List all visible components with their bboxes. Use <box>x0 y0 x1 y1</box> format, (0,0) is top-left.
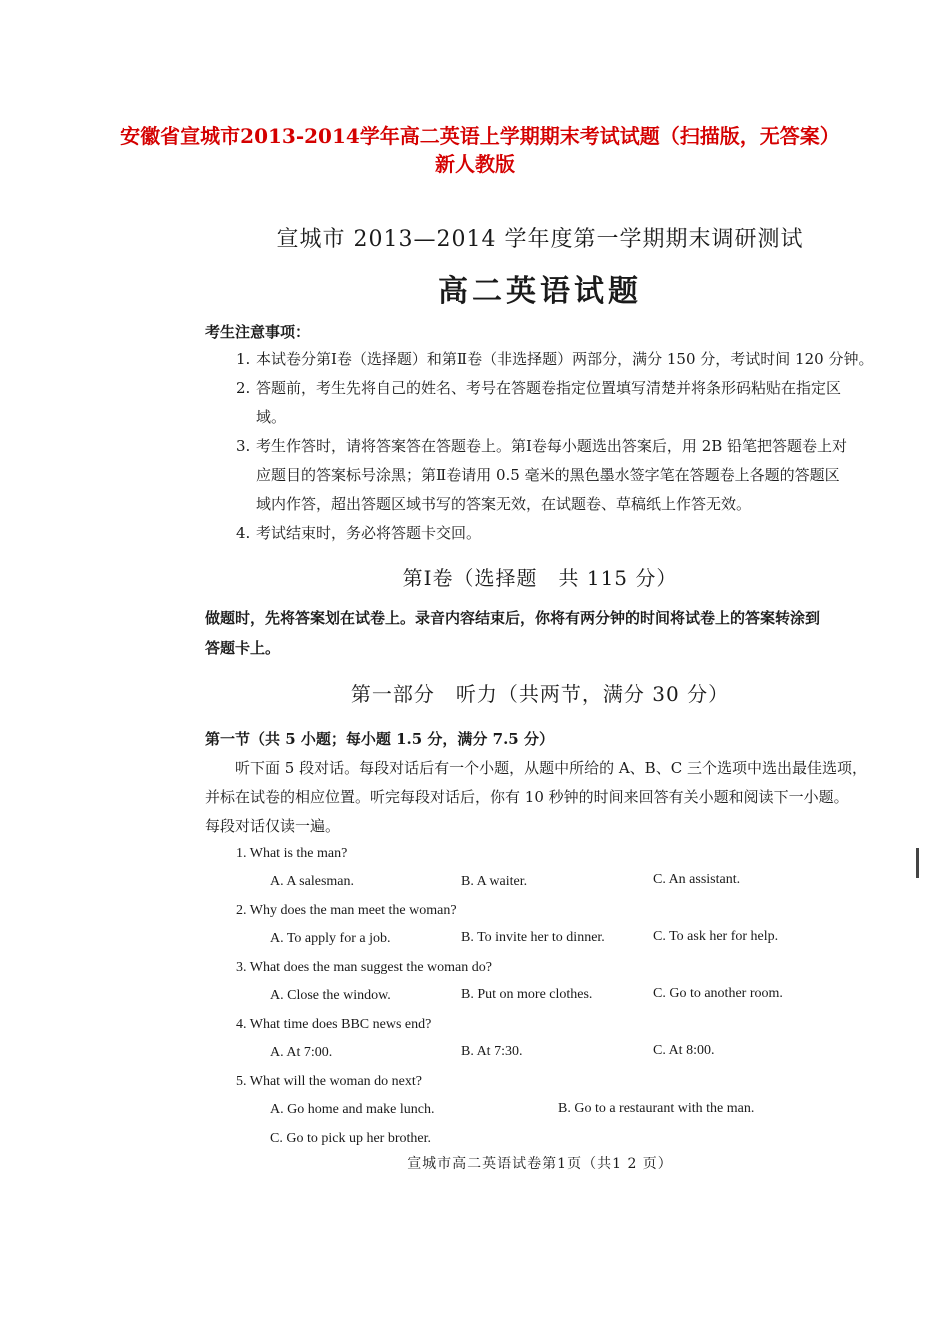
exam-title: 高二英语试题 <box>438 274 642 309</box>
part1-instruction <box>205 603 877 663</box>
option-c: C. At 8:00. <box>653 1043 715 1058</box>
scan-edge-mark <box>916 848 919 878</box>
intro-line: 并标在试卷的相应位置。听完每段对话后，你有 10 秒钟的时间来回答有关小题和阅读下一小题。 <box>205 788 849 806</box>
note-text: 域。 <box>256 408 287 426</box>
question-3: 3. What does the man suggest the woman do? <box>236 960 492 975</box>
question-1: 1. What is the man? <box>236 846 348 861</box>
option-b: B. A waiter. <box>461 874 528 889</box>
note-number: 1. <box>236 350 251 368</box>
note-item <box>236 345 876 374</box>
document-title: 安徽省宣城市2013-2014学年高二英语上学期期末考试试题（扫描版，无答案）新人教版 <box>120 124 830 176</box>
page-footer: 宣城市高二英语试卷第1页（共1 2 页） <box>407 1156 673 1172</box>
option-c: C. An assistant. <box>653 872 741 887</box>
option-a: A. Go home and make lunch. <box>270 1102 435 1117</box>
option-b: B. To invite her to dinner. <box>461 930 605 945</box>
exam-header: 宣城市 2013—2014 学年度第一学期期末调研测试 <box>276 227 804 252</box>
option-c: C. To ask her for help. <box>653 929 779 944</box>
note-number: 3. <box>236 437 251 455</box>
option-a: A. A salesman. <box>270 874 354 889</box>
instruction-line: 做题时，先将答案划在试卷上。录音内容结束后，你将有两分钟的时间将试卷上的答案转涂到 <box>205 609 821 627</box>
listening-intro <box>205 754 877 841</box>
note-number: 2. <box>236 379 251 397</box>
note-item <box>236 374 876 432</box>
note-item <box>236 519 876 548</box>
note-number: 4. <box>236 524 251 542</box>
note-text: 本试卷分第Ⅰ卷（选择题）和第Ⅱ卷（非选择题）两部分，满分 150 分，考试时间 120 分钟。 <box>256 350 874 368</box>
option-b: B. Put on more clothes. <box>461 987 593 1002</box>
note-text: 考生作答时，请将答案答在答题卷上。第Ⅰ卷每小题选出答案后，用 2B 铅笔把答题卷上对 <box>256 437 848 455</box>
question-2: 2. Why does the man meet the woman? <box>236 903 457 918</box>
option-c: C. Go to pick up her brother. <box>270 1131 431 1146</box>
option-a: A. Close the window. <box>270 988 391 1003</box>
option-a: A. To apply for a job. <box>270 931 391 946</box>
instruction-line: 答题卡上。 <box>205 639 281 657</box>
note-item <box>236 432 876 519</box>
notes-title: 考生注意事项： <box>205 323 311 341</box>
option-c: C. Go to another room. <box>653 986 783 1001</box>
note-text: 答题前，考生先将自己的姓名、考号在答题卷指定位置填写清楚并将条形码粘贴在指定区 <box>256 379 842 397</box>
option-b: B. At 7:30. <box>461 1044 523 1059</box>
option-b: B. Go to a restaurant with the man. <box>558 1101 755 1116</box>
note-text: 考试结束时，务必将答题卡交回。 <box>256 524 482 542</box>
question-5: 5. What will the woman do next? <box>236 1074 422 1089</box>
question-4: 4. What time does BBC news end? <box>236 1017 432 1032</box>
intro-line: 每段对话仅读一遍。 <box>205 817 341 835</box>
section-title: 第一节（共 5 小题；每小题 1.5 分，满分 7.5 分） <box>205 730 554 748</box>
note-text: 域内作答，超出答题区域书写的答案无效，在试题卷、草稿纸上作答无效。 <box>256 495 752 513</box>
note-text: 应题目的答案标号涂黑；第Ⅱ卷请用 0.5 毫米的黑色墨水签字笔在答题卷上各题的答题区 <box>256 466 840 484</box>
listening-title: 第一部分 听力（共两节，满分 30 分） <box>350 682 730 706</box>
part1-title: 第Ⅰ卷（选择题 共 115 分） <box>402 566 678 590</box>
option-a: A. At 7:00. <box>270 1045 333 1060</box>
intro-line: 听下面 5 段对话。每段对话后有一个小题，从题中所给的 A、B、C 三个选项中选出最佳选项， <box>235 759 867 777</box>
